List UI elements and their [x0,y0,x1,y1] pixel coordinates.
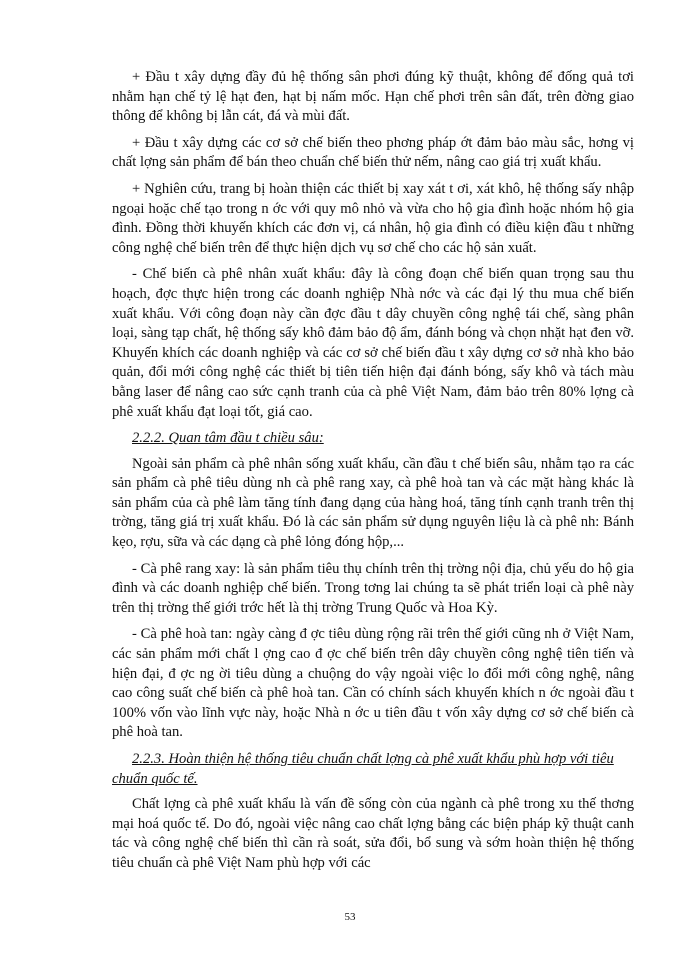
section-heading-2-2-2: 2.2.2. Quan tâm đầu t chiều sâu: [132,430,324,447]
paragraph-drying-yards: + Đầu t xây dựng đầy đủ hệ thống sân phơi đúng kỹ thuật, không để đống quả tơi nhằm hạn chế tỷ lệ hạt đen, hạt bị nấm mốc. Hạn chế phơi trên sân đất, trên đờng giao thông để không bị lẫn cát, đá và mùi đất. [112,69,634,125]
paragraph-equipment-research: + Nghiên cứu, trang bị hoàn thiện các thiết bị xay xát t ơi, xát khô, hệ thống sấy nhập ngoại hoặc chế tạo trong n ớc với quy mô nhỏ và vừa cho hộ gia đình hoặc nhóm hộ gia đình. Đồng thời khuyến khích các đơn vị, cá nhân, hộ gia đình có điều kiện đầu t những công nghệ chế biến trên để thực hiện dịch vụ sơ chế cho các hộ sản xuất. [112,180,634,256]
paragraph-deep-processing: Ngoài sản phẩm cà phê nhân sống xuất khẩu, cần đầu t chế biến sâu, nhằm tạo ra các sản phẩm cà phê tiêu dùng nh cà phê rang xay, cà phê hoà tan và các mặt hàng khác là sản phẩm của cà phê làm tăng tính đang dạng của hàng hoá, tăng tính cạnh tranh trên thị trờng, tăng giá trị xuất khẩu. Đó là các sản phẩm sử dụng nguyên liệu là cà phê nh: Bánh kẹo, rợu, sữa và các dạng cà phê lỏng đóng hộp,... [112,455,634,551]
paragraph-export-processing: - Chế biến cà phê nhân xuất khẩu: đây là công đoạn chế biến quan trọng sau thu hoạch, đợc thực hiện trong các doanh nghiệp Nhà nớc và các đại lý thu mua chế biến xuất khẩu. Với công đoạn này cần đợc đầu t dây chuyền công nghệ tái chế, sàng phân loại, sàng tạp chất, hệ thống sấy khô đảm bảo độ ẩm, đánh bóng và chọn nhặt hạt đen vỡ. Khuyến khích các doanh nghiệp và các cơ sở chế biến đầu t xây dựng cơ sở nhà kho bảo quản, đổi mới công nghệ các thiết bị tiên tiến hiện đại đánh bóng, sấy khô và tách màu bằng laser để nâng cao sức cạnh tranh của cà phê Việt Nam, đảm bảo trên 80% lợng cà phê xuất khẩu đạt loại tốt, giá cao. [112,266,634,420]
page-content [112,68,634,881]
paragraph-instant-coffee: - Cà phê hoà tan: ngày càng đ ợc tiêu dùng rộng rãi trên thế giới cũng nh ở Việt Nam, các sản phẩm mới chất l ợng cao đ ợc chế biến trên dây chuyền công nghệ tiên tiến và hiện đại, đ ợc ng ời tiêu dùng a chuộng do vậy ngoài việc lo đổi mới công nghệ, nâng cao công suất chế biến cà phê hoà tan. Cần có chính sách khuyến khích n ớc ngoài đầu t 100% vốn vào lĩnh vực này, hoặc Nhà n ớc u tiên đầu t vốn xây dựng cơ sở chế biến cà phê hoà tan. [112,626,634,741]
paragraph-quality-standards: Chất lợng cà phê xuất khẩu là vấn đề sống còn của ngành cà phê trong xu thế thơng mại hoá quốc tế. Do đó, ngoài việc nâng cao chất lợng bằng các biện pháp kỹ thuật canh tác và công nghệ chế biến thì cần rà soát, sửa đổi, bổ sung và sớm hoàn thiện hệ thống tiêu chuẩn cà phê Việt Nam phù hợp với các [112,796,634,871]
paragraph-roasted-coffee: - Cà phê rang xay: là sản phẩm tiêu thụ chính trên thị trờng nội địa, chủ yếu do hộ gia đình và các doanh nghiệp chế biến. Trong tơng lai chúng ta sẽ phát triển loại cà phê này trên thị trờng thế giới trớc hết là thị trờng Trung Quốc và Hoa Kỳ. [112,560,634,616]
paragraph-processing-facilities: + Đầu t xây dựng các cơ sở chế biến theo phơng pháp ớt đảm bảo màu sắc, hơng vị chất lợng sản phẩm để bán theo chuẩn chế biến thử nếm, nâng cao giá trị xuất khẩu. [112,134,634,171]
page-number: 53 [344,911,356,923]
section-heading-2-2-3: 2.2.3. Hoàn thiện hệ thống tiêu chuẩn chất lợng cà phê xuất khẩu phù hợp với tiêu chuẩn quốc tế. [112,751,614,787]
